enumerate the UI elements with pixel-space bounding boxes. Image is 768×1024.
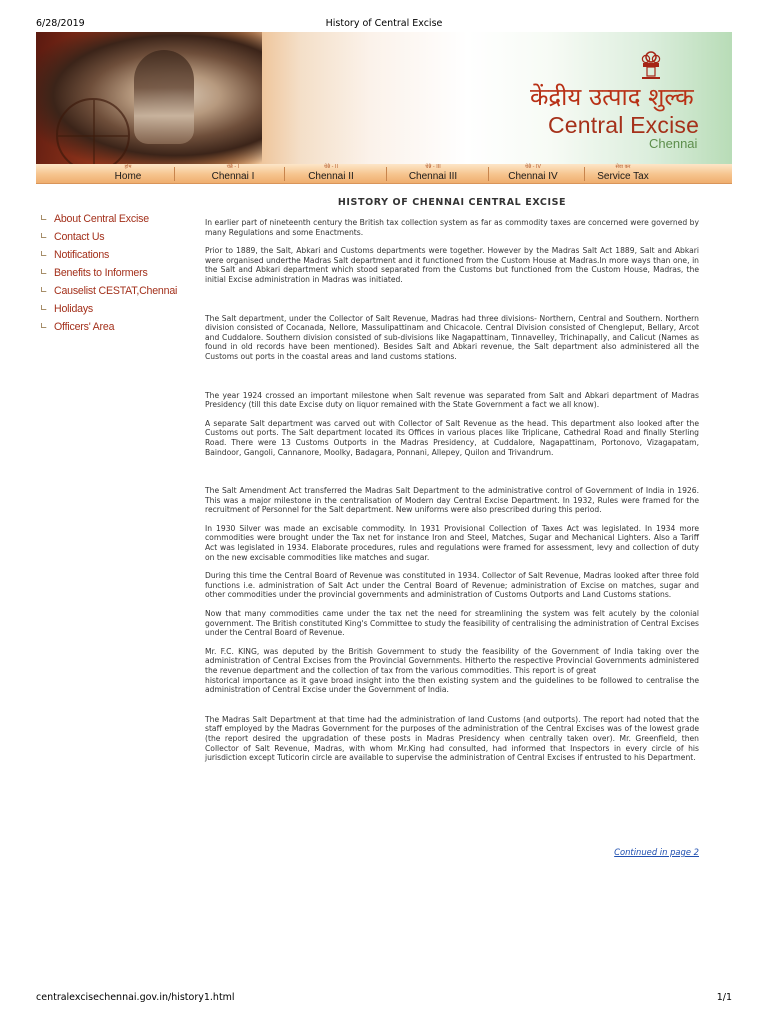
paragraph: In 1930 Silver was made an excisable commodity. In 1931 Provisional Collection of Taxes Act was legislated. In 1934 more commodities were brought under the Tax net for instance Iron and Steel, Matches, Sugar and Mechanical Lighters. Also a Tariff Act was legislated in 1934. Elaborate procedures, rules and regulations were framed for assessment, levy and collection of duty on the new excisable commodities like matches and sugar. [205, 523, 699, 562]
nav-divider [284, 167, 285, 181]
nav-divider [386, 167, 387, 181]
paragraph: Mr. F.C. KING, was deputed by the British Government to study the feasibility of the Government of India taking over the administration of Central Excises from the Provincial Governments. Hitherto the respective Provincial Governments administered the revenue department and the collection of tax from the various commodities. This report is of great [205, 646, 699, 675]
nav-label: Chennai IV [508, 171, 558, 182]
continued-page-2-link[interactable]: Continued in page 2 [614, 847, 699, 857]
paragraph: A separate Salt department was carved out with Collector of Salt Revenue as the head. This department also looked after the Customs out ports. The Salt department located its Offices in various places like Triplicane, Cathedral Road and finally Sterling Road. There were 13 Customs Outports in the Madras Presidency, at Cuddalore, Nagapattinam, Portonovo, Vizagapatam, Baindoor, Gangoli, Cannanore, Moolky, Badagara, Ponnani, Allepey, Quilon and Trivandrum. [205, 418, 699, 457]
bullet-icon: ∟ [40, 286, 48, 296]
nav-chennai-2[interactable] [286, 164, 376, 184]
main-content [205, 196, 699, 857]
paragraph: The year 1924 crossed an important milestone when Salt revenue was separated from Salt and Abkari department of Madras Presidency (till this date Excise duty on liquor remained with the State Government a fact we all know). [205, 390, 699, 410]
nav-chennai-4[interactable] [488, 164, 578, 184]
sidebar-item-notifications[interactable] [40, 246, 190, 264]
bullet-icon: ∟ [40, 250, 48, 260]
paragraph: The Madras Salt Department at that time had the administration of land Customs (and outports). The report had noted that the staff employed by the Madras Government for the purposes of the administration of the Central Excises was of the lowest grade (the report desired the upgradation of these posts in Madras Presidency when centrally taken over). Mr. Greenfield, then Collector of Salt Revenue, Madras, with whom Mr.King had consulted, had informed that Inspectors in every circle of his jurisdiction except Tuticorin circle are available to supervise the administration of Central Excises if entrusted to his Department. [205, 714, 699, 763]
print-date: 6/28/2019 [36, 18, 85, 29]
print-header [0, 14, 768, 28]
nav-hindi-label: सेवा कर [615, 164, 631, 170]
nav-chennai-1[interactable] [188, 164, 278, 184]
nav-label: Service Tax [597, 171, 649, 182]
nav-hindi-label: चेन्नै - III [425, 164, 441, 170]
paragraph: Now that many commodities came under the tax net the need for streamlining the system was felt acutely by the colonial government. The British constituted King's Committee to study the feasibility of centralising the administration of Central Excises under the Central Board of Revenue. [205, 609, 699, 638]
sidebar-item-label: Holidays [54, 303, 94, 315]
nav-hindi-label: चेन्नै - IV [525, 164, 541, 170]
paragraph: During this time the Central Board of Revenue was constituted in 1934. Collector of Salt Revenue, Madras looked after three fold functions i.e. administration of Salt Act under the Central Board of Revenue; administration of Excise on matches, sugar and other commodities under the provincial governments and administration of Customs Outports and Land Customs stations. [205, 571, 699, 600]
paragraph: Prior to 1889, the Salt, Abkari and Customs departments were together. However by the Madras Salt Act 1889, Salt and Abkari were organised underthe Madras Salt department and it functioned from the Custom House at Madras.In more ways than one, in the Salt and Abkari department which stood separated from the Customs but functioned from the Custom House, Madras, the initial Excise administration in Madras was initiated. [205, 246, 699, 284]
sidebar-item-label: Benefits to Informers [54, 267, 148, 279]
bullet-icon: ∟ [40, 304, 48, 314]
nav-label: Chennai I [211, 171, 255, 182]
sidebar-item-label: Contact Us [54, 231, 105, 243]
nav-chennai-3[interactable] [388, 164, 478, 184]
nav-hindi-label: चेन्नै - I [226, 164, 240, 170]
bullet-icon: ∟ [40, 214, 48, 224]
print-page-number: 1/1 [716, 992, 732, 1003]
sidebar-item-label: Notifications [54, 249, 110, 261]
print-url: centralexcisechennai.gov.in/history1.html [36, 992, 235, 1003]
spinning-wheel-icon [56, 98, 130, 164]
site-banner [36, 32, 732, 164]
nav-hindi-label: होम [124, 164, 132, 170]
nav-service-tax[interactable] [578, 164, 668, 184]
banner-figure [134, 50, 194, 144]
page-title: HISTORY OF CHENNAI CENTRAL EXCISE [337, 197, 567, 208]
sidebar-item-benefits-to-informers[interactable] [40, 264, 190, 282]
banner-title: Central Excise [548, 112, 700, 138]
paragraph: historical importance as it gave broad insight into the then existing system and the guidelines to be followed to centralise the administration of Central Excise under the Government of India. [205, 675, 699, 695]
nav-hindi-label: चेन्नै - II [324, 164, 338, 170]
paragraph: The Salt Amendment Act transferred the Madras Salt Department to the administrative control of Government of India in 1926. This was a major milestone in the centralisation of Modern day Central Excise Department. In 1932, Rules were framed for the recruitment of Personnel for the Salt department. New uniforms were also prescribed during this period. [205, 486, 699, 515]
national-emblem-icon [638, 50, 664, 84]
banner-subtitle: Chennai [649, 136, 698, 151]
sidebar-item-about-central-excise[interactable] [40, 210, 190, 228]
sidebar-item-causelist-cestat[interactable] [40, 282, 190, 300]
nav-home[interactable] [88, 164, 168, 184]
paragraph: In earlier part of nineteenth century the British tax collection system as far as commodity taxes are concerned were governed by many Regulations and some Enactments. [205, 218, 699, 237]
sidebar-item-label: Officers' Area [54, 321, 115, 333]
nav-divider [174, 167, 175, 181]
bullet-icon: ∟ [40, 268, 48, 278]
nav-label: Chennai III [408, 171, 458, 182]
banner-hindi-title: केंद्रीय उत्पाद शुल्क [530, 83, 694, 111]
sidebar-item-contact-us[interactable] [40, 228, 190, 246]
nav-label: Chennai II [308, 171, 354, 182]
bullet-icon: ∟ [40, 232, 48, 242]
sidebar-menu [40, 210, 190, 336]
top-navigation [36, 164, 732, 184]
sidebar-item-holidays[interactable] [40, 300, 190, 318]
sidebar-item-label: Causelist CESTAT,Chennai [54, 285, 178, 297]
paragraph: The Salt department, under the Collector of Salt Revenue, Madras had three divisions- Northern, Central and Southern. Northern division consisted of Cocanada, Nellore, Massulipattinam and Chicacole. Central Division consisted of Chengleput, Bellary, Arcot and Cuddalore. Southern division consisted of sub-divisions like Nagapattinam, Tinnavelley, Trichinapally, and Calicut (Names as found in old records have been mentioned). Besides Salt and Abkari revenue, the Salt department also administered all the Customs out ports in the coastal areas and land customs stations. [205, 313, 699, 361]
sidebar-item-officers-area[interactable] [40, 318, 190, 336]
sidebar-item-label: About Central Excise [54, 213, 149, 225]
bullet-icon: ∟ [40, 322, 48, 332]
nav-label: Home [114, 171, 142, 182]
print-title: History of Central Excise [325, 18, 443, 29]
